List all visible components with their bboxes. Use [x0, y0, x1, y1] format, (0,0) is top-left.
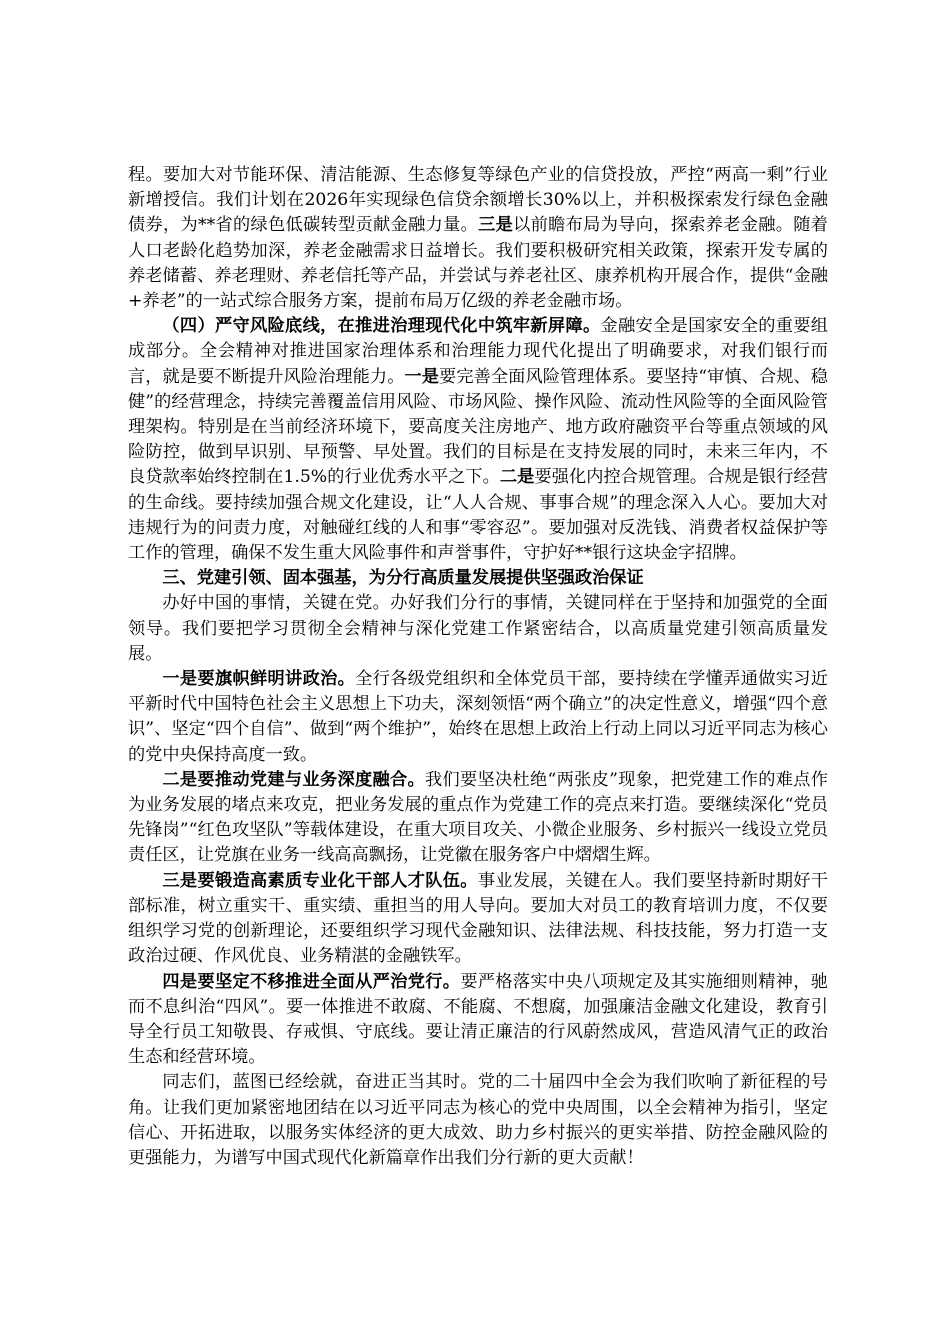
- bold-run: 一是要旗帜鲜明讲政治。: [162, 669, 356, 690]
- paragraph-strict-governance: [128, 970, 828, 1071]
- text-run: 同志们，蓝图已经绘就，奋进正当其时。党的二十届四中全会为我们吹响了新征程的号角。让我们更加紧密地团结在以习近平同志为核心的党中央周围，以全会精神为指引，坚定信心、开拓进取，以服务实体经济的更大成效、助力乡村振兴的更实举措、防控金融风险的更强能力，为谱写中国式现代化新篇章作出我们分行新的更大贡献！: [128, 1072, 828, 1168]
- paragraph-integration: [128, 768, 828, 869]
- section-heading-party-building: [128, 566, 828, 591]
- bold-run: 三是要锻造高素质专业化干部人才队伍。: [162, 870, 478, 891]
- section-heading-text: 三、党建引领、固本强基，为分行高质量发展提供坚强政治保证: [162, 568, 644, 589]
- text-run: 程。要加大对节能环保、清洁能源、生态修复等绿色产业的信贷投放，严控“两高一剩”行业新增授信。我们计划在2026年实现绿色信贷余额增长30%以上，并积极探索发行绿色金融债券，为**省的绿色低碳转型贡献金融力量。: [128, 165, 828, 236]
- paragraph-risk-bottom-line: [128, 314, 828, 566]
- paragraph-talent-team: [128, 869, 828, 970]
- text-run: 我们要坚决杜绝“两张皮”现象，把党建工作的难点作为业务发展的堵点来攻克，把业务发展的重点作为党建工作的亮点来打造。要继续深化“党员先锋岗”“红色攻坚队”等载体建设，在重大项目攻关、小微企业服务、乡村振兴一线设立党员责任区，让党旗在业务一线高高飘扬，让党徽在服务客户中熠熠生辉。: [128, 769, 828, 866]
- document-body: [128, 163, 828, 1171]
- paragraph-party-leadership: [128, 591, 828, 667]
- bold-run: 一是: [404, 366, 440, 387]
- text-run: 以前瞻布局为导向，探索养老金融。随着人口老龄化趋势加深，养老金融需求日益增长。我们要积极研究相关政策，探索开发专属的养老储蓄、养老理财、养老信托等产品，并尝试与养老社区、康养机构开展合作，提供“金融+养老”的一站式综合服务方案，提前布局万亿级的养老金融市场。: [128, 215, 828, 312]
- paragraph-closing: [128, 1070, 828, 1171]
- text-run: 金融安全是国家安全的重要组成部分。全会精神对推进国家治理体系和治理能力现代化提出了明确要求，对我们银行而言，就是要不断提升风险治理能力。: [128, 316, 828, 387]
- section-subheading: （四）严守风险底线，在推进治理现代化中筑牢新屏障。: [162, 316, 601, 337]
- text-run: 办好中国的事情，关键在党。办好我们分行的事情，关键同样在于坚持和加强党的全面领导。我们要把学习贯彻全会精神与深化党建工作紧密结合，以高质量党建引领高质量发展。: [128, 593, 828, 664]
- text-run: 要完善全面风险管理体系。要坚持“审慎、合规、稳健”的经营理念，持续完善覆盖信用风险、市场风险、操作风险、流动性风险等的全面风险管理架构。特别是在当前经济环境下，要高度关注房地产、地方政府融资平台等重点领域的风险防控，做到早识别、早预警、早处置。我们的目标是在支持发展的同时，未来三年内，不良贷款率始终控制在1.5%的行业优秀水平之下。: [128, 366, 828, 488]
- bold-run: 三是: [478, 215, 514, 236]
- bold-run: 二是要推动党建与业务深度融合。: [162, 769, 425, 790]
- text-run: 全行各级党组织和全体党员干部，要持续在学懂弄通做实习近平新时代中国特色社会主义思想上下功夫，深刻领悟“两个确立”的决定性意义，增强“四个意识”、坚定“四个自信”、做到“两个维护”，始终在思想上政治上行动上同以习近平同志为核心的党中央保持高度一致。: [128, 669, 828, 765]
- bold-run: 二是: [499, 467, 535, 488]
- bold-run: 四是要坚定不移推进全面从严治党行。: [162, 971, 461, 992]
- paragraph-politics: [128, 667, 828, 768]
- paragraph-green-finance-and-pension: [128, 163, 828, 314]
- text-run: 要严格落实中央八项规定及其实施细则精神，驰而不息纠治“四风”。要一体推进不敢腐、不能腐、不想腐，加强廉洁金融文化建设，教育引导全行员工知敬畏、存戒惧、守底线。要让清正廉洁的行风蔚然成风，营造风清气正的政治生态和经营环境。: [128, 971, 828, 1068]
- text-run: 要强化内控合规管理。合规是银行经营的生命线。要持续加强合规文化建设，让“人人合规、事事合规”的理念深入人心。要加大对违规行为的问责力度，对触碰红线的人和事“零容忍”。要加强对反洗钱、消费者权益保护等工作的管理，确保不发生重大风险事件和声誉事件，守护好**银行这块金字招牌。: [128, 467, 828, 564]
- text-run: 事业发展，关键在人。我们要坚持新时期好干部标准，树立重实干、重实绩、重担当的用人导向。要加大对员工的教育培训力度，不仅要组织学习党的创新理论，还要组织学习现代金融知识、法律法规、科技技能，努力打造一支政治过硬、作风优良、业务精湛的金融铁军。: [128, 870, 828, 967]
